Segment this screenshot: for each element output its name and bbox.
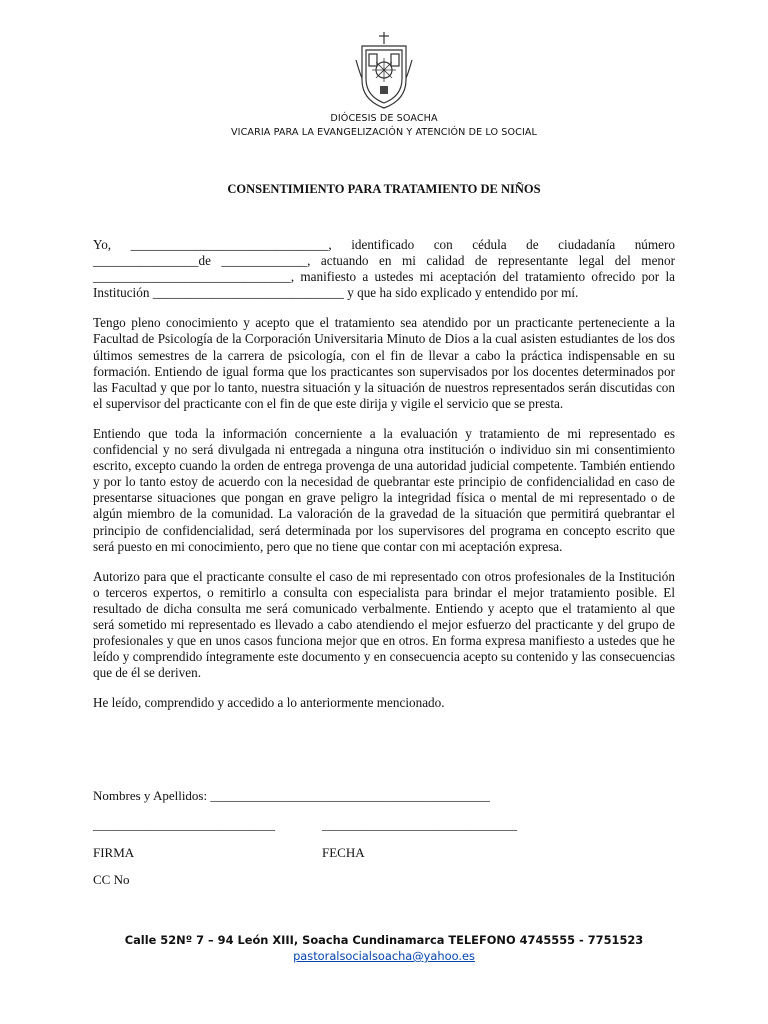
footer-address: Calle 52Nº 7 – 94 León XIII, Soacha Cundinamarca TELEFONO 4745555 - 7751523 — [124, 933, 644, 947]
date-line: ______________________________ — [322, 817, 517, 832]
paragraph-identification: Yo, ______________________________, identificado con cédula de ciudadanía número ________________de _____________, actuando en mi calidad de representante legal del menor ______________________________, manifiesto a ustedes mi aceptación del tratamiento ofrecido por la Institución _____________________________ y que ha sido explicado y entendido por mí. — [93, 237, 675, 301]
diocese-name: DIÓCESIS DE SOACHA — [330, 113, 438, 124]
footer-email-link[interactable]: pastoralsocialsoacha@yahoo.es — [293, 949, 475, 963]
document-body — [93, 237, 675, 725]
paragraph-authorization: Autorizo para que el practicante consulte el caso de mi representado con otros profesionales de la Institución o terceros expertos, o remitirlo a consulta con especialista para brindar el mejor tratamiento posible. El resultado de dicha consulta me será comunicado verbalmente. Entiendo y acepto que el tratamiento al que será sometido mi representado es llevado a cabo atendiendo el mejor esfuerzo del practicante y del grupo de profesionales y que en unos casos funciona mejor que en otros. En forma expresa manifiesto a ustedes que he leído y comprendido íntegramente este documento y en consecuencia acepto su contenido y las consecuencias que de él se deriven. — [93, 568, 675, 681]
date-label: FECHA — [322, 845, 365, 860]
vicariate-name: VICARIA PARA LA EVANGELIZACIÓN Y ATENCIÓN DE LO SOCIAL — [231, 127, 537, 138]
id-number-label: CC No — [93, 872, 130, 887]
names-field: Nombres y Apellidos: ___________________________________________ — [93, 788, 490, 803]
paragraph-knowledge: Tengo pleno conocimiento y acepto que el tratamiento sea atendido por un practicante perteneciente a la Facultad de Psicología de la Corporación Universitaria Minuto de Dios a la cual asisten estudiantes de los dos últimos semestres de la carrera de psicología, con el fin de llevar a cabo la práctica indispensable en su formación. Entiendo de igual forma que los practicantes son supervisados por los docentes determinados por las Facultad y que por lo tanto, nuestra situación y la situación de nuestros representados serán discutidas con el supervisor del practicante con el fin de que este dirija y vigile el servicio que se presta. — [93, 315, 675, 411]
paragraph-confidentiality: Entiendo que toda la información concerniente a la evaluación y tratamiento de mi representado es confidencial y no será divulgada ni entregada a ninguna otra institución o individuo sin mi consentimiento escrito, excepto cuando la orden de entrega provenga de una autoridad judicial competente. También entiendo y por lo tanto estoy de acuerdo con la necesidad de quebrantar este principio de confidencialidad en caso de presentarse situaciones que pongan en grave peligro la integridad física o mental de mi representado o de algún miembro de la comunidad. La valoración de la gravedad de la situación que permitirá quebrantar el principio de confidencialidad, será determinada por los supervisores del programa en concepto escrito que será puesto en mi conocimiento, pero que no tiene que contar con mi aceptación expresa. — [93, 425, 675, 554]
paragraph-acknowledgement: He leído, comprendido y accedido a lo anteriormente mencionado. — [93, 695, 445, 711]
document-title: CONSENTIMIENTO PARA TRATAMIENTO DE NIÑOS — [227, 182, 541, 196]
signature-line: ____________________________ — [93, 817, 275, 832]
footer-email-row — [0, 949, 768, 963]
diocese-seal-logo — [352, 30, 416, 110]
signature-label: FIRMA — [93, 845, 135, 860]
